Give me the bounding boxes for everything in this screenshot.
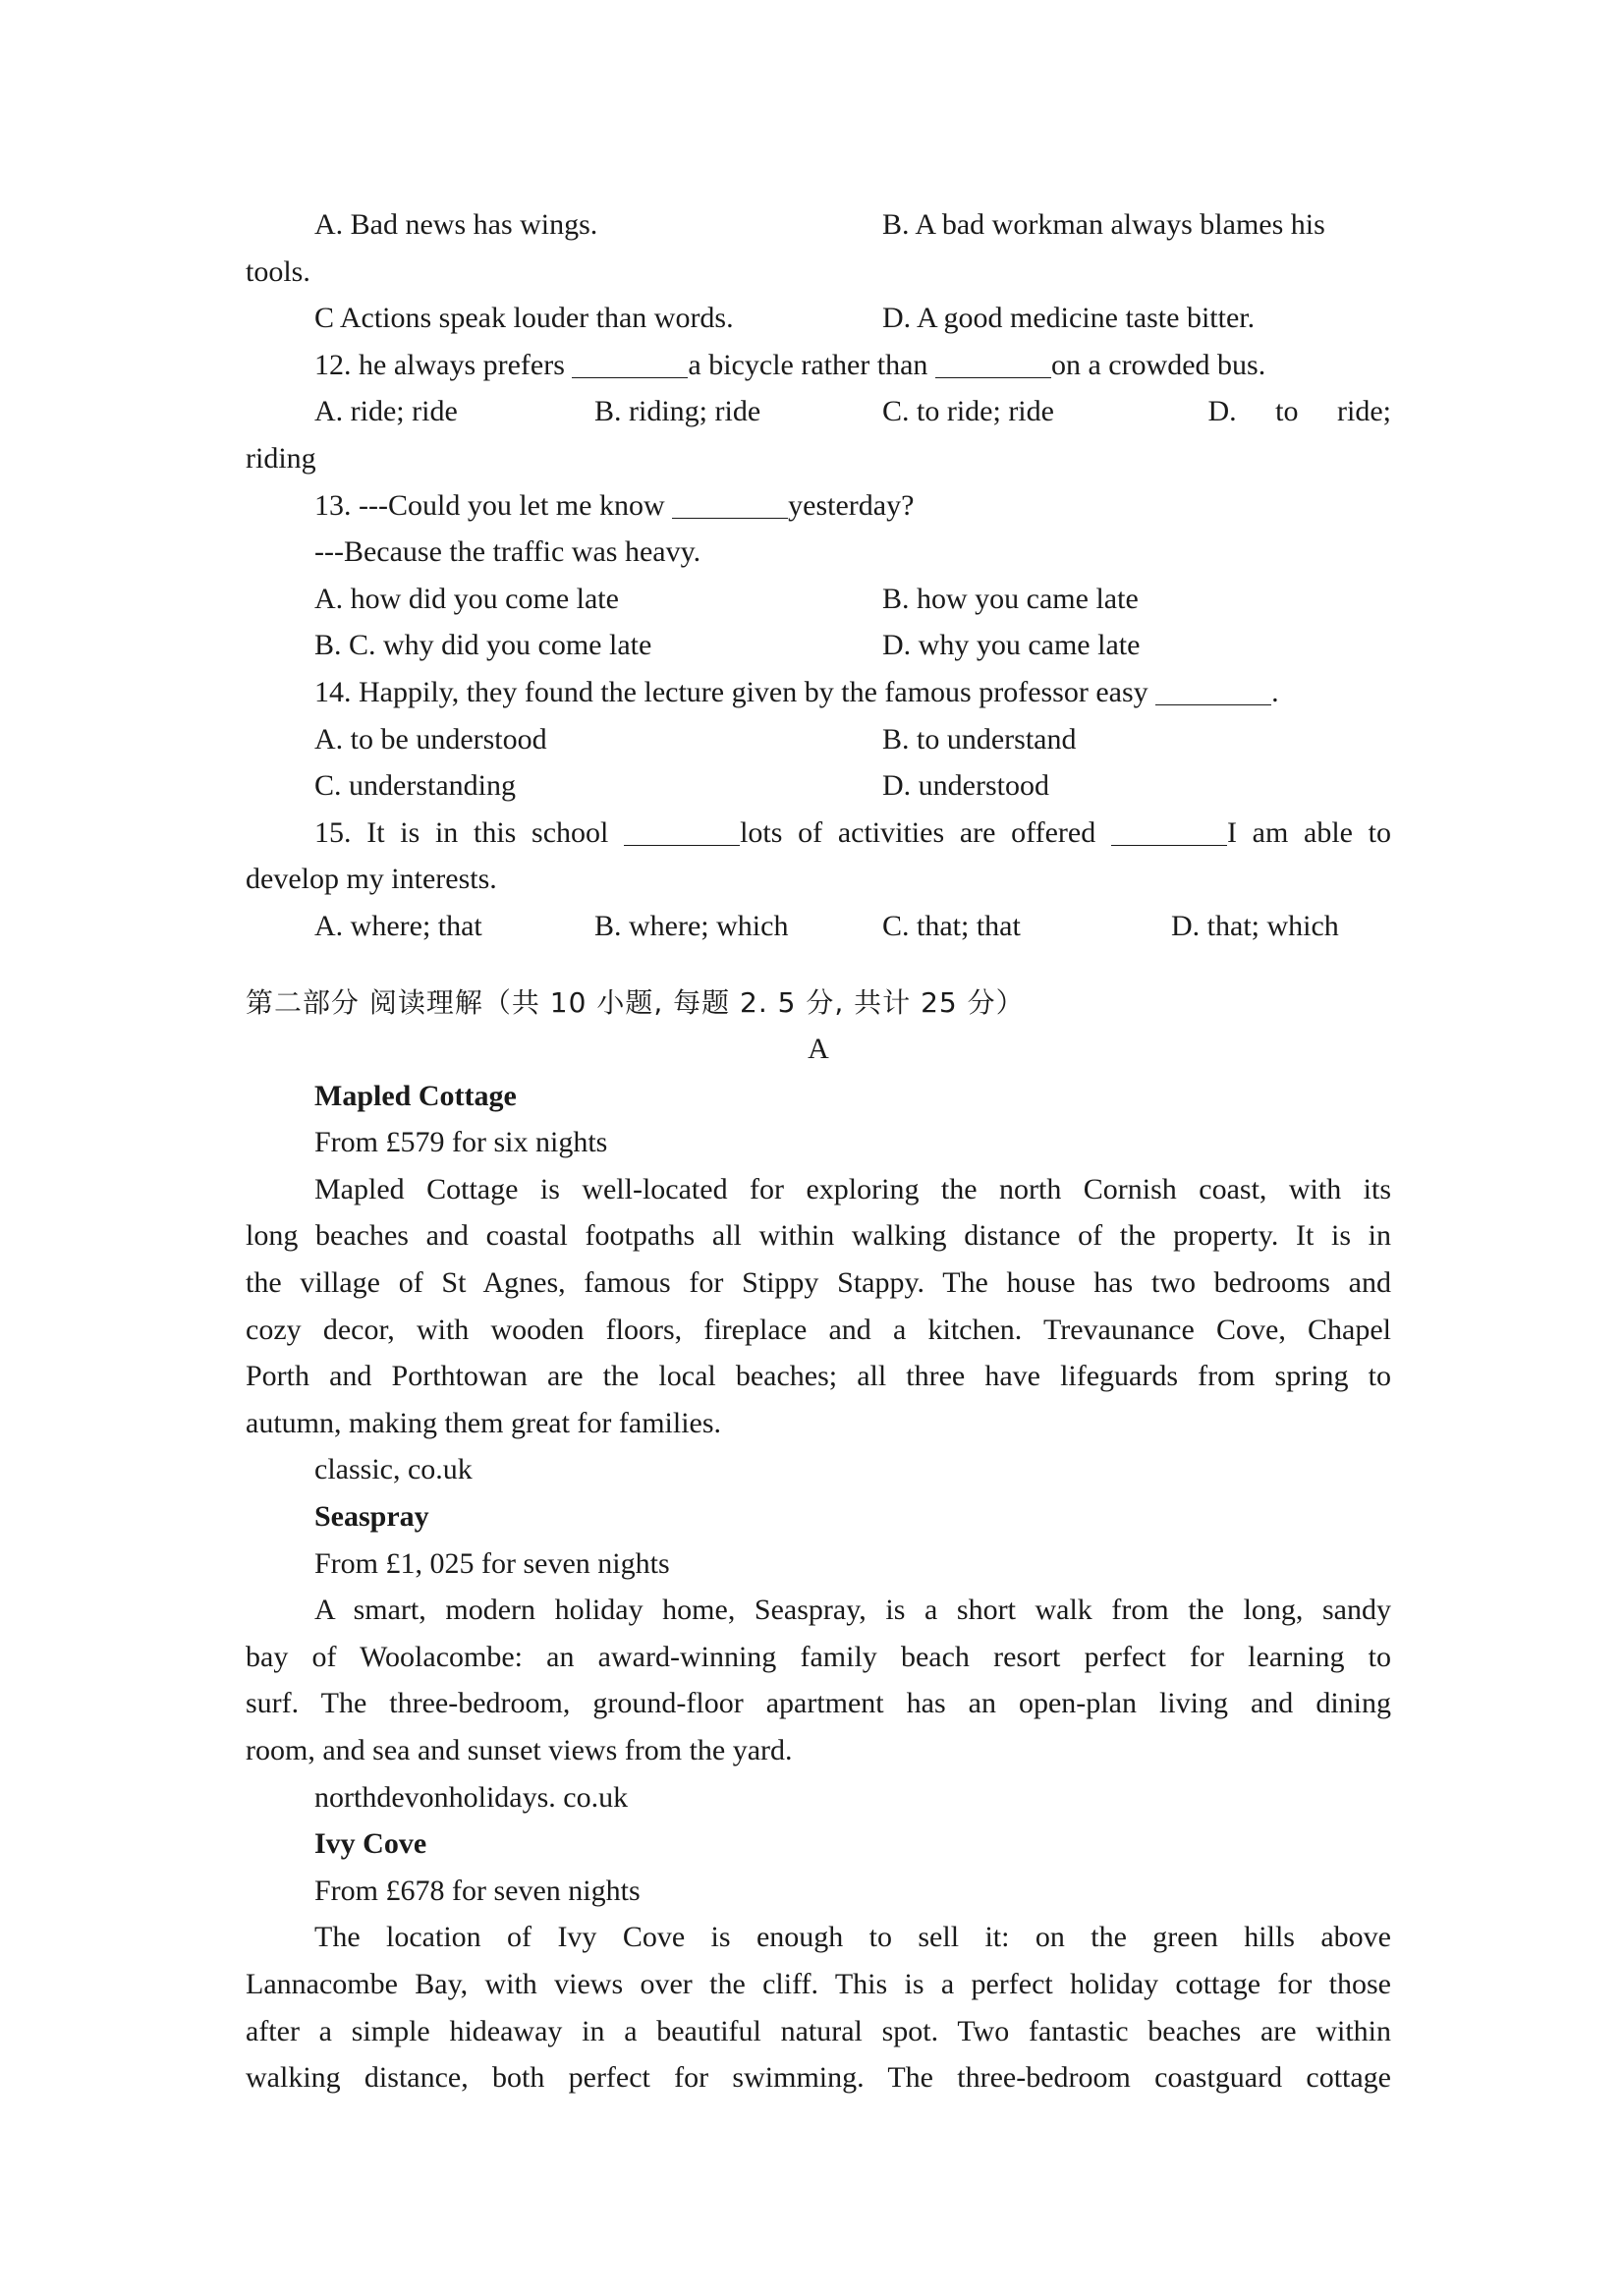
q11-option-b-cont: tools. (246, 254, 310, 288)
q13-option-a: A. how did you come late (314, 582, 619, 615)
q12-option-d: D. to ride; (1207, 395, 1391, 428)
listing-text-line: bay of Woolacombe: an award-winning family beach resort perfect for learning to (246, 1640, 1391, 1673)
q14-option-c: C. understanding (314, 769, 516, 803)
q15-stem-cont: develop my interests. (246, 863, 497, 896)
listing-title: Ivy Cove (314, 1827, 427, 1861)
q14-stem: 14. Happily, they found the lecture given by the famous professor easy . (314, 675, 1279, 708)
q13-reply: ---Because the traffic was heavy. (314, 535, 701, 569)
q13-options-row1 (246, 576, 1391, 623)
section-gap (246, 950, 1391, 980)
q14-options-row2 (246, 762, 1391, 810)
q11-option-c: C Actions speak louder than words. (314, 302, 734, 335)
q14-option-b: B. to understand (882, 722, 1077, 756)
listing-text-line: Porth and Porthtowan are the local beaches; all three have lifeguards from spring to (246, 1360, 1391, 1393)
q15-option-c: C. that; that (882, 909, 1021, 942)
answer-blank (1111, 815, 1227, 846)
listing-text-line: Mapled Cottage is well-located for exploring the north Cornish coast, with its (314, 1172, 1391, 1205)
q13-option-b: B. how you came late (882, 582, 1139, 615)
q15-option-d: D. that; which (1171, 909, 1339, 942)
exam-page (246, 201, 1391, 2101)
listing-text-line: the village of St Agnes, famous for Stippy Stappy. The house has two bedrooms and (246, 1266, 1391, 1300)
q11-options-row1 (246, 201, 1391, 249)
q12-stem: 12. he always prefers a bicycle rather than on a crowded bus. (314, 348, 1266, 381)
q14-option-a: A. to be understood (314, 722, 547, 756)
listing-text-line: A smart, modern holiday home, Seaspray, is a short walk from the long, sandy (314, 1594, 1391, 1627)
listing-price: From £678 for seven nights (314, 1874, 641, 1907)
listing-title: Mapled Cottage (314, 1079, 517, 1112)
part2-heading: 第二部分 阅读理解（共 10 小题, 每题 2. 5 分, 共计 25 分） (246, 985, 1025, 1019)
q12-option-a: A. ride; ride (314, 395, 458, 428)
q12-option-d-cont: riding (246, 441, 316, 475)
q11-options-row2 (246, 295, 1391, 342)
q14-options-row1 (246, 716, 1391, 763)
q13-option-c: B. C. why did you come late (314, 629, 652, 662)
q13-stem: 13. ---Could you let me know yesterday? (314, 488, 915, 522)
q15-options (246, 903, 1391, 950)
listing-text-line: Lannacombe Bay, with views over the cliff. This is a perfect holiday cottage for those (246, 1967, 1391, 2000)
answer-blank (672, 488, 788, 519)
q15-stem: 15. It is in this school lots of activities are offered I am able to (314, 815, 1392, 849)
listing-source: classic, co.uk (314, 1453, 473, 1486)
q14-option-d: D. understood (882, 769, 1049, 803)
q11-option-d: D. A good medicine taste bitter. (882, 302, 1256, 335)
listing-text-line: long beaches and coastal footpaths all within walking distance of the property. It is in (246, 1219, 1391, 1253)
listing-text-line: after a simple hideaway in a beautiful natural spot. Two fantastic beaches are within (246, 2014, 1391, 2047)
listing-text-line: surf. The three-bedroom, ground-floor apartment has an open-plan living and dining (246, 1687, 1391, 1720)
answer-blank (1155, 675, 1271, 705)
listing-price: From £579 for six nights (314, 1126, 608, 1159)
listing-text-line: walking distance, both perfect for swimming. The three-bedroom coastguard cottage (246, 2061, 1391, 2095)
listing-text-line: cozy decor, with wooden floors, fireplace and a kitchen. Trevaunance Cove, Chapel (246, 1313, 1391, 1346)
q15-option-b: B. where; which (594, 909, 789, 942)
listing-price: From £1, 025 for seven nights (314, 1546, 670, 1580)
listing-title: Seaspray (314, 1500, 429, 1534)
listing-source: northdevonholidays. co.uk (314, 1780, 629, 1814)
q12-options (246, 388, 1391, 435)
listing-text-line: autumn, making them great for families. (246, 1406, 722, 1439)
q13-options-row2 (246, 622, 1391, 669)
answer-blank (624, 815, 740, 846)
listing-text-line: room, and sea and sunset views from the yard. (246, 1734, 793, 1766)
section-letter: A (808, 1033, 829, 1066)
q12-option-b: B. riding; ride (594, 395, 761, 428)
listing-text-line: The location of Ivy Cove is enough to sell it: on the green hills above (314, 1921, 1391, 1954)
q15-option-a: A. where; that (314, 909, 482, 942)
q13-option-d: D. why you came late (882, 629, 1141, 662)
q11-option-a: A. Bad news has wings. (314, 208, 598, 241)
answer-blank (572, 348, 688, 378)
q11-option-b: B. A bad workman always blames his (882, 208, 1325, 241)
answer-blank (935, 348, 1051, 378)
q12-option-c: C. to ride; ride (882, 395, 1054, 428)
